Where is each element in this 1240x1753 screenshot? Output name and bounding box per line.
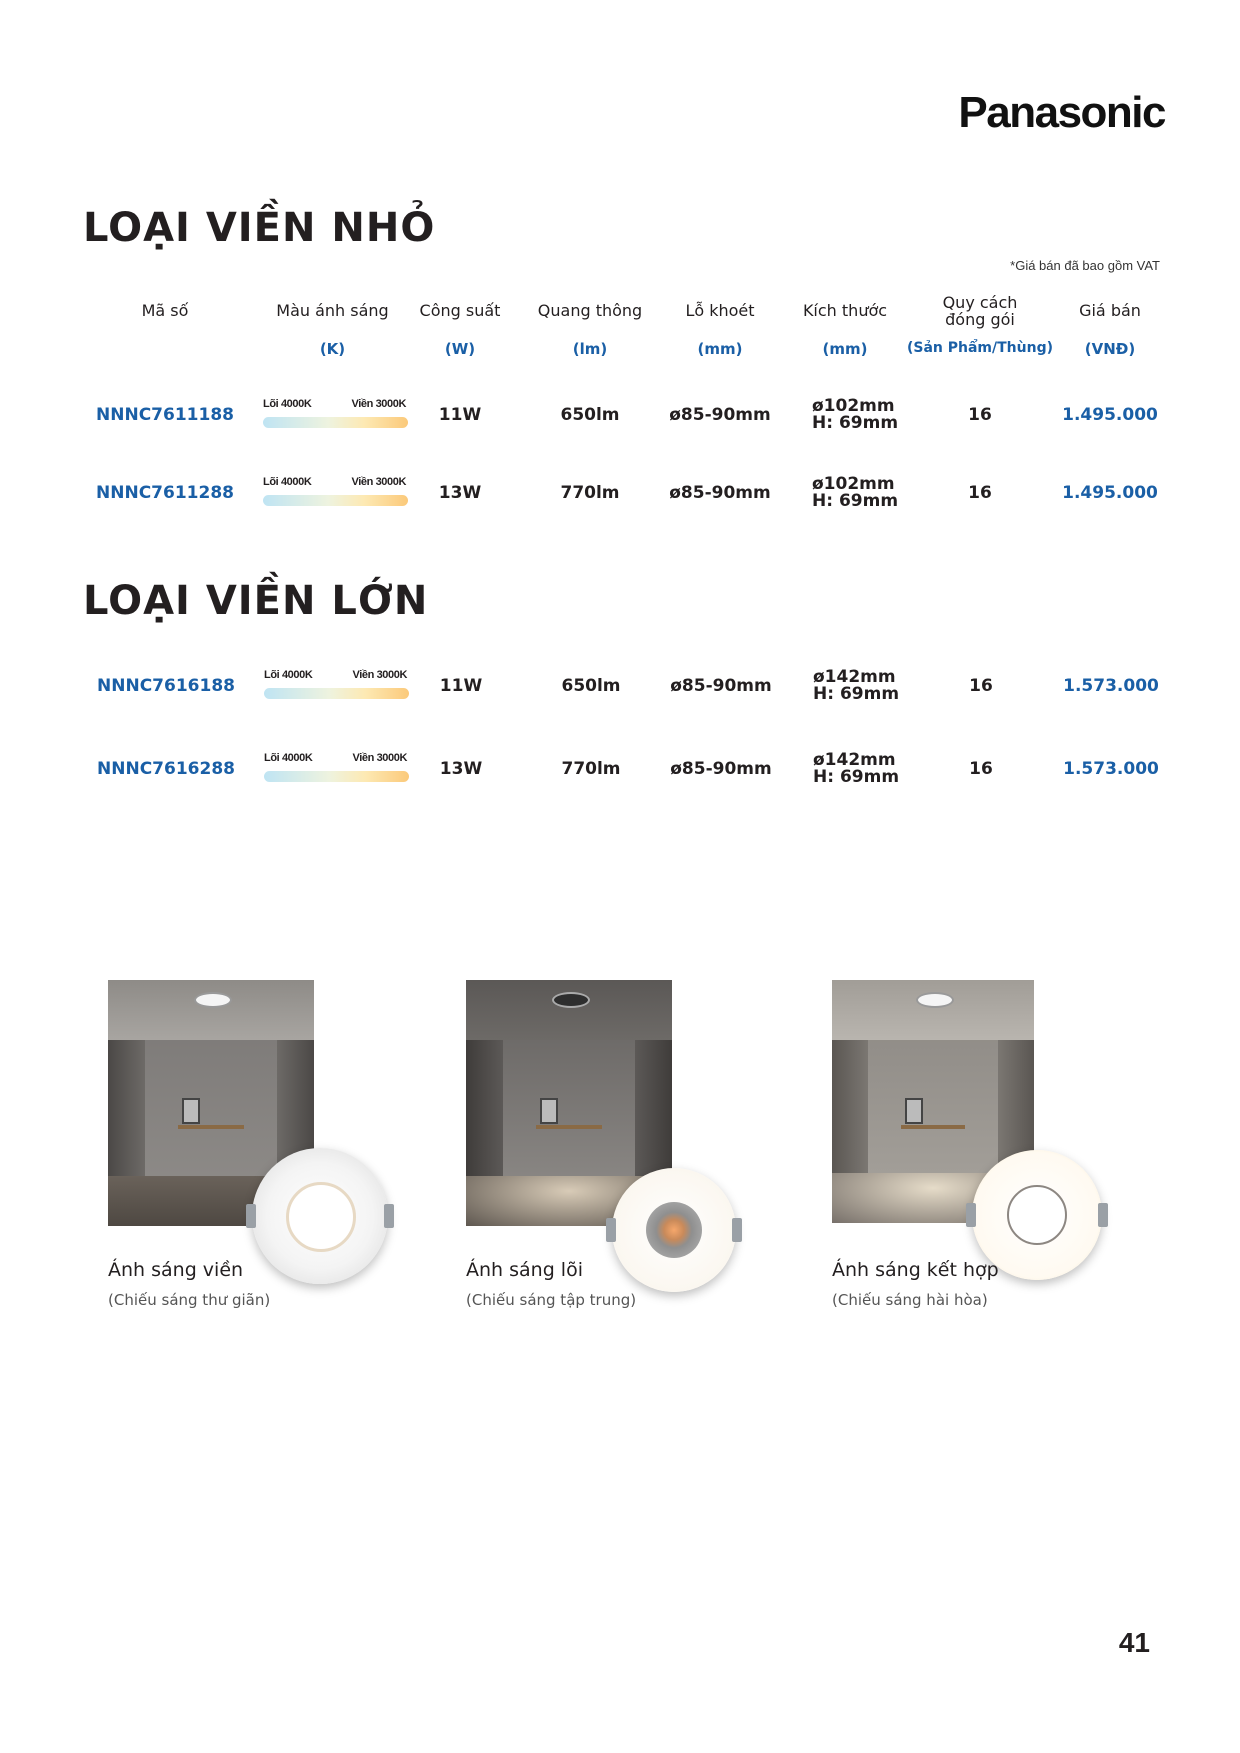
power-value: 13W [439, 759, 483, 779]
core-color-label: Lõi 4000K [264, 669, 313, 681]
size-value [813, 656, 913, 716]
product-code: NNNC7611288 [96, 483, 234, 503]
panasonic-logo: Panasonic [958, 88, 1165, 137]
table-row [0, 385, 1240, 445]
table-row [0, 739, 1240, 799]
header-code: Mã số [141, 301, 189, 320]
color-temperature-bar [263, 395, 408, 435]
price-value: 1.495.000 [1062, 483, 1158, 503]
section-title-small-rim: LOẠI VIỀN NHỎ [83, 205, 436, 251]
table-row [0, 463, 1240, 523]
pack-value: 16 [968, 483, 992, 503]
product-code: NNNC7616288 [97, 759, 235, 779]
size-value [812, 385, 912, 445]
caption-title: Ánh sáng kết hợp [832, 1259, 999, 1281]
core-color-label: Lõi 4000K [264, 752, 313, 764]
header-color: Màu ánh sáng [276, 301, 389, 320]
color-gradient [263, 495, 408, 506]
header-lumen: Quang thông [537, 301, 643, 320]
downlight-core-product [612, 1168, 736, 1292]
power-value: 11W [439, 676, 483, 696]
header-power-unit: (W) [444, 340, 476, 358]
caption-subtitle: (Chiếu sáng thư giãn) [108, 1291, 271, 1309]
rim-color-label: Viền 3000K [351, 476, 406, 488]
core-color-label: Lõi 4000K [263, 476, 312, 488]
color-temperature-bar [263, 473, 408, 513]
product-code: NNNC7611188 [96, 405, 234, 425]
lumen-value: 650lm [560, 405, 620, 425]
height-value: H: 69mm [813, 684, 900, 704]
pack-value: 16 [969, 759, 993, 779]
size-value [812, 463, 912, 523]
diameter-value: ø142mm [813, 750, 896, 770]
hole-value: ø85-90mm [669, 405, 771, 425]
lumen-value: 650lm [561, 676, 621, 696]
hole-value: ø85-90mm [670, 759, 772, 779]
color-gradient [263, 417, 408, 428]
header-pack-line2: đóng gói [945, 310, 1015, 329]
price-value: 1.495.000 [1062, 405, 1158, 425]
height-value: H: 69mm [812, 491, 899, 511]
hole-value: ø85-90mm [669, 483, 771, 503]
pack-value: 16 [968, 405, 992, 425]
table-row [0, 656, 1240, 716]
product-code: NNNC7616188 [97, 676, 235, 696]
caption-subtitle: (Chiếu sáng tập trung) [466, 1291, 637, 1309]
ceiling-lamp-icon [194, 992, 232, 1008]
diameter-value: ø102mm [812, 474, 895, 494]
size-value [813, 739, 913, 799]
diameter-value: ø142mm [813, 667, 896, 687]
header-pack-unit: (Sản Phẩm/Thùng) [906, 340, 1053, 356]
header-hole-unit: (mm) [697, 340, 743, 358]
caption-subtitle: (Chiếu sáng hài hòa) [832, 1291, 988, 1309]
power-value: 13W [438, 483, 482, 503]
header-hole: Lỗ khoét [685, 301, 755, 320]
header-pack-line1: Quy cách [942, 293, 1018, 312]
header-size-unit: (mm) [822, 340, 868, 358]
rim-color-label: Viền 3000K [352, 752, 407, 764]
downlight-rim-product [252, 1148, 388, 1284]
height-value: H: 69mm [812, 413, 899, 433]
core-color-label: Lõi 4000K [263, 398, 312, 410]
price-value: 1.573.000 [1063, 676, 1159, 696]
vat-note: *Giá bán đã bao gồm VAT [1010, 258, 1160, 273]
color-temperature-bar [264, 666, 409, 706]
header-price-unit: (VNĐ) [1084, 340, 1136, 358]
lumen-value: 770lm [560, 483, 620, 503]
section-title-large-rim: LOẠI VIỀN LỚN [83, 578, 429, 624]
caption-title: Ánh sáng lõi [466, 1259, 583, 1281]
header-color-unit: (K) [319, 340, 346, 358]
color-gradient [264, 688, 409, 699]
ceiling-lamp-icon [916, 992, 954, 1008]
page-number: 41 [1118, 1627, 1150, 1658]
header-power: Công suất [419, 301, 501, 320]
height-value: H: 69mm [813, 767, 900, 787]
diameter-value: ø102mm [812, 396, 895, 416]
rim-color-label: Viền 3000K [352, 669, 407, 681]
power-value: 11W [438, 405, 482, 425]
caption-title: Ánh sáng viền [108, 1259, 244, 1281]
pack-value: 16 [969, 676, 993, 696]
color-temperature-bar [264, 749, 409, 789]
header-pack [905, 294, 1055, 328]
header-price: Giá bán [1079, 301, 1141, 320]
lumen-value: 770lm [561, 759, 621, 779]
hole-value: ø85-90mm [670, 676, 772, 696]
header-lumen-unit: (lm) [572, 340, 608, 358]
color-gradient [264, 771, 409, 782]
price-value: 1.573.000 [1063, 759, 1159, 779]
rim-color-label: Viền 3000K [351, 398, 406, 410]
header-size: Kích thước [802, 301, 888, 320]
ceiling-lamp-icon [552, 992, 590, 1008]
